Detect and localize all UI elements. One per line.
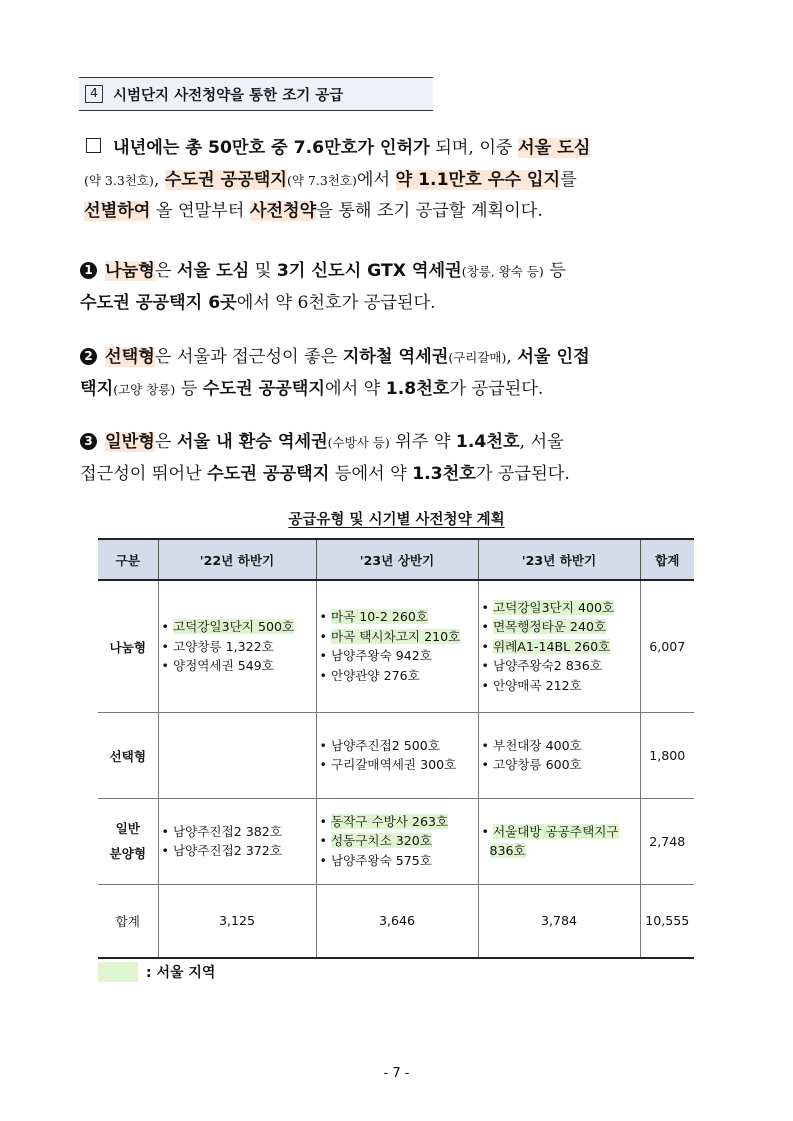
item1-f: (창릉, 왕숙 등)	[461, 264, 544, 279]
item2-m: 가 공급된다.	[449, 378, 544, 399]
intro-text-8: 에서	[356, 169, 396, 190]
list-item-text: 구리갈매역세권 300호	[330, 757, 457, 772]
item3-c: 서울 내 환승 역세권	[176, 432, 328, 452]
cell	[478, 712, 640, 798]
list-item: • 남양주진접2 382호	[161, 823, 282, 839]
cell	[158, 712, 316, 798]
intro-text-9: 약 1.1만호 우수 입지	[395, 169, 561, 190]
item2-i: 등	[175, 378, 203, 399]
item3-f: 1.4천호	[455, 432, 520, 452]
intro-text-2: 되며, 이중	[429, 138, 519, 158]
list-item: • 동작구 수방사 263호	[319, 813, 449, 829]
intro-paragraph	[84, 133, 724, 228]
number-2-icon: 2	[80, 348, 97, 365]
item1-h: 수도권 공공택지 6곳	[80, 292, 237, 313]
item1-c: 서울 도심	[176, 261, 250, 281]
list-item-text: 동작구 수방사 263호	[330, 813, 449, 829]
list-item: • 고양창릉 600호	[481, 757, 582, 772]
item3-k: 1.3천호	[412, 463, 476, 484]
item2-g: 택지	[80, 378, 114, 399]
list-item-text: 남양주왕숙 942호	[330, 648, 432, 664]
list-item: • 성동구치소 320호	[319, 833, 432, 849]
list-item: • 안양관양 276호	[319, 667, 420, 683]
header-23-h2: '23년 하반기	[478, 539, 640, 580]
list-item: • 면목행정타운 240호	[481, 619, 607, 634]
item2-d: (구리갈매)	[448, 350, 507, 365]
number-3-icon: 3	[80, 433, 97, 450]
sum-c3: 3,784	[478, 884, 640, 958]
table-caption-text: 공급유형 및 시기별 사전청약 계획	[288, 512, 505, 528]
list-item-text: 남양주진접2 372호	[172, 843, 282, 858]
table-caption	[0, 508, 793, 529]
item3-h: 접근성이 뛰어난	[80, 463, 208, 484]
cell	[316, 580, 478, 712]
list-item-text: 고덕강일3단지 400호	[492, 599, 615, 615]
intro-text-3: 서울 도심	[518, 138, 591, 158]
item2-l: 1.8천호	[385, 378, 450, 399]
list-item-text: 안양관양 276호	[330, 667, 420, 683]
item2-e: ,	[506, 347, 518, 367]
item-1	[80, 256, 720, 319]
list-item-text: 남양주진접2 382호	[172, 823, 282, 839]
item-2	[80, 342, 720, 405]
cell	[158, 580, 316, 712]
intro-text-4: (약 3.3천호)	[84, 172, 154, 188]
intro-text-5: ,	[153, 169, 165, 190]
legend-swatch	[98, 962, 138, 982]
sum-total: 10,555	[640, 884, 694, 958]
item2-f: 서울 인접	[517, 347, 590, 367]
section-title-text: 시범단지 사전청약을 통한 조기 공급	[113, 87, 344, 104]
page-number: - 7 -	[383, 1066, 410, 1081]
checkbox-square-icon	[86, 138, 101, 153]
row-label	[98, 798, 158, 884]
table-row	[98, 580, 694, 712]
item1-g: 등	[543, 261, 566, 281]
intro-text-12: 올 연말부터	[150, 201, 250, 221]
list-item-text: 안양매곡 212호	[492, 677, 582, 693]
list-item-text: 서울대방 공공주택지구	[492, 823, 619, 839]
sum-c2: 3,646	[316, 884, 478, 958]
item2-j: 수도권 공공택지	[202, 378, 325, 399]
list-item: • 부천대장 400호	[481, 737, 582, 753]
item3-e: 위주 약	[389, 432, 456, 452]
item1-a: 나눔형	[105, 261, 155, 281]
item3-l: 가 공급된다.	[475, 463, 570, 484]
list-item-text: 남양주진접2 500호	[330, 737, 440, 753]
intro-text-10: 를	[560, 169, 577, 190]
list-item: • 안양매곡 212호	[481, 677, 582, 693]
section-number: 4	[85, 85, 103, 103]
list-item-text: 양정역세권 549호	[172, 658, 274, 673]
legend-text: : 서울 지역	[146, 965, 216, 981]
list-item: • 남양주왕숙 942호	[319, 648, 432, 664]
table-row	[98, 712, 694, 798]
cell	[478, 798, 640, 884]
cell	[316, 712, 478, 798]
item1-d: 및	[249, 261, 277, 281]
list-item: • 마곡 택시차고지 210호	[319, 628, 461, 644]
list-item: • 남양주진접2 372호	[161, 843, 282, 858]
item2-h: (고양 창릉)	[113, 381, 176, 397]
list-item-text: 고양창릉 600호	[492, 757, 582, 772]
list-item: • 고양창릉 1,322호	[161, 638, 274, 654]
item2-a: 선택형	[105, 347, 155, 367]
item-3	[80, 427, 720, 490]
row-total: 6,007	[640, 580, 694, 712]
table-sum-row	[98, 884, 694, 958]
list-item-text: 면목행정타운 240호	[492, 619, 607, 634]
item3-a: 일반형	[105, 432, 155, 452]
list-item-text: 부천대장 400호	[492, 737, 582, 753]
row-total: 1,800	[640, 712, 694, 798]
list-item-text: 836호	[489, 843, 526, 858]
intro-text-1: 내년에는 총 50만호 중 7.6만호가 인허가	[113, 138, 430, 158]
intro-text-13: 사전청약	[249, 201, 317, 221]
list-item: • 위례A1-14BL 260호	[481, 638, 611, 654]
list-item-text: 마곡 10-2 260호	[330, 609, 429, 625]
list-item: • 남양주진접2 500호	[319, 737, 440, 753]
item1-b: 은	[154, 261, 177, 281]
list-item: • 남양주왕숙2 836호	[481, 658, 602, 673]
list-item-text: 고덕강일3단지 500호	[172, 619, 295, 634]
list-item	[482, 841, 637, 861]
table-header-row	[98, 539, 694, 580]
item2-b: 은 서울과 접근성이 좋은	[154, 347, 343, 367]
item1-e: 3기 신도시 GTX 역세권	[276, 261, 462, 281]
item2-k: 에서 약	[325, 378, 386, 399]
item3-i: 수도권 공공택지	[207, 463, 330, 484]
intro-text-11: 선별하여	[84, 201, 151, 221]
item1-i: 에서 약 6천호가 공급된다.	[236, 292, 436, 313]
cell	[316, 798, 478, 884]
row-label-line1: 일반	[115, 821, 140, 836]
item3-j: 등에서 약	[329, 463, 413, 484]
intro-text-7: (약 7.3천호)	[287, 172, 357, 188]
list-item: • 남양주왕숙 575호	[319, 852, 432, 868]
list-item: • 고덕강일3단지 500호	[161, 619, 295, 634]
item2-c: 지하철 역세권	[342, 347, 449, 367]
sum-label: 합계	[98, 884, 158, 958]
legend	[98, 962, 215, 982]
row-label: 선택형	[98, 712, 158, 798]
supply-plan-table	[98, 538, 694, 959]
item3-b: 은	[154, 432, 177, 452]
header-category: 구분	[98, 539, 158, 580]
list-item: • 마곡 10-2 260호	[319, 609, 429, 625]
list-item-text: 남양주왕숙2 836호	[492, 658, 602, 673]
header-23-h1: '23년 상반기	[316, 539, 478, 580]
list-item-text: 성동구치소 320호	[330, 833, 432, 849]
row-label-line2: 분양형	[109, 846, 146, 861]
list-item: • 고덕강일3단지 400호	[481, 599, 615, 615]
row-label: 나눔형	[98, 580, 158, 712]
list-item: • 서울대방 공공주택지구	[481, 823, 619, 839]
header-total: 합계	[640, 539, 694, 580]
list-item: • 구리갈매역세권 300호	[319, 757, 457, 772]
item3-g: , 서울	[519, 432, 564, 452]
sum-c1: 3,125	[158, 884, 316, 958]
number-1-icon: 1	[80, 262, 97, 279]
intro-text-14: 을 통해 조기 공급할 계획이다.	[316, 201, 543, 221]
section-title	[79, 77, 433, 111]
row-total: 2,748	[640, 798, 694, 884]
cell	[478, 580, 640, 712]
intro-text-6: 수도권 공공택지	[164, 169, 287, 190]
cell	[158, 798, 316, 884]
item3-d: (수방사 등)	[327, 435, 390, 450]
list-item-text: 위례A1-14BL 260호	[492, 638, 611, 654]
list-item: • 양정역세권 549호	[161, 658, 274, 673]
header-22-h2: '22년 하반기	[158, 539, 316, 580]
table-row	[98, 798, 694, 884]
list-item-text: 남양주왕숙 575호	[330, 852, 432, 868]
list-item-text: 고양창릉 1,322호	[172, 638, 274, 654]
list-item-text: 마곡 택시차고지 210호	[330, 628, 461, 644]
